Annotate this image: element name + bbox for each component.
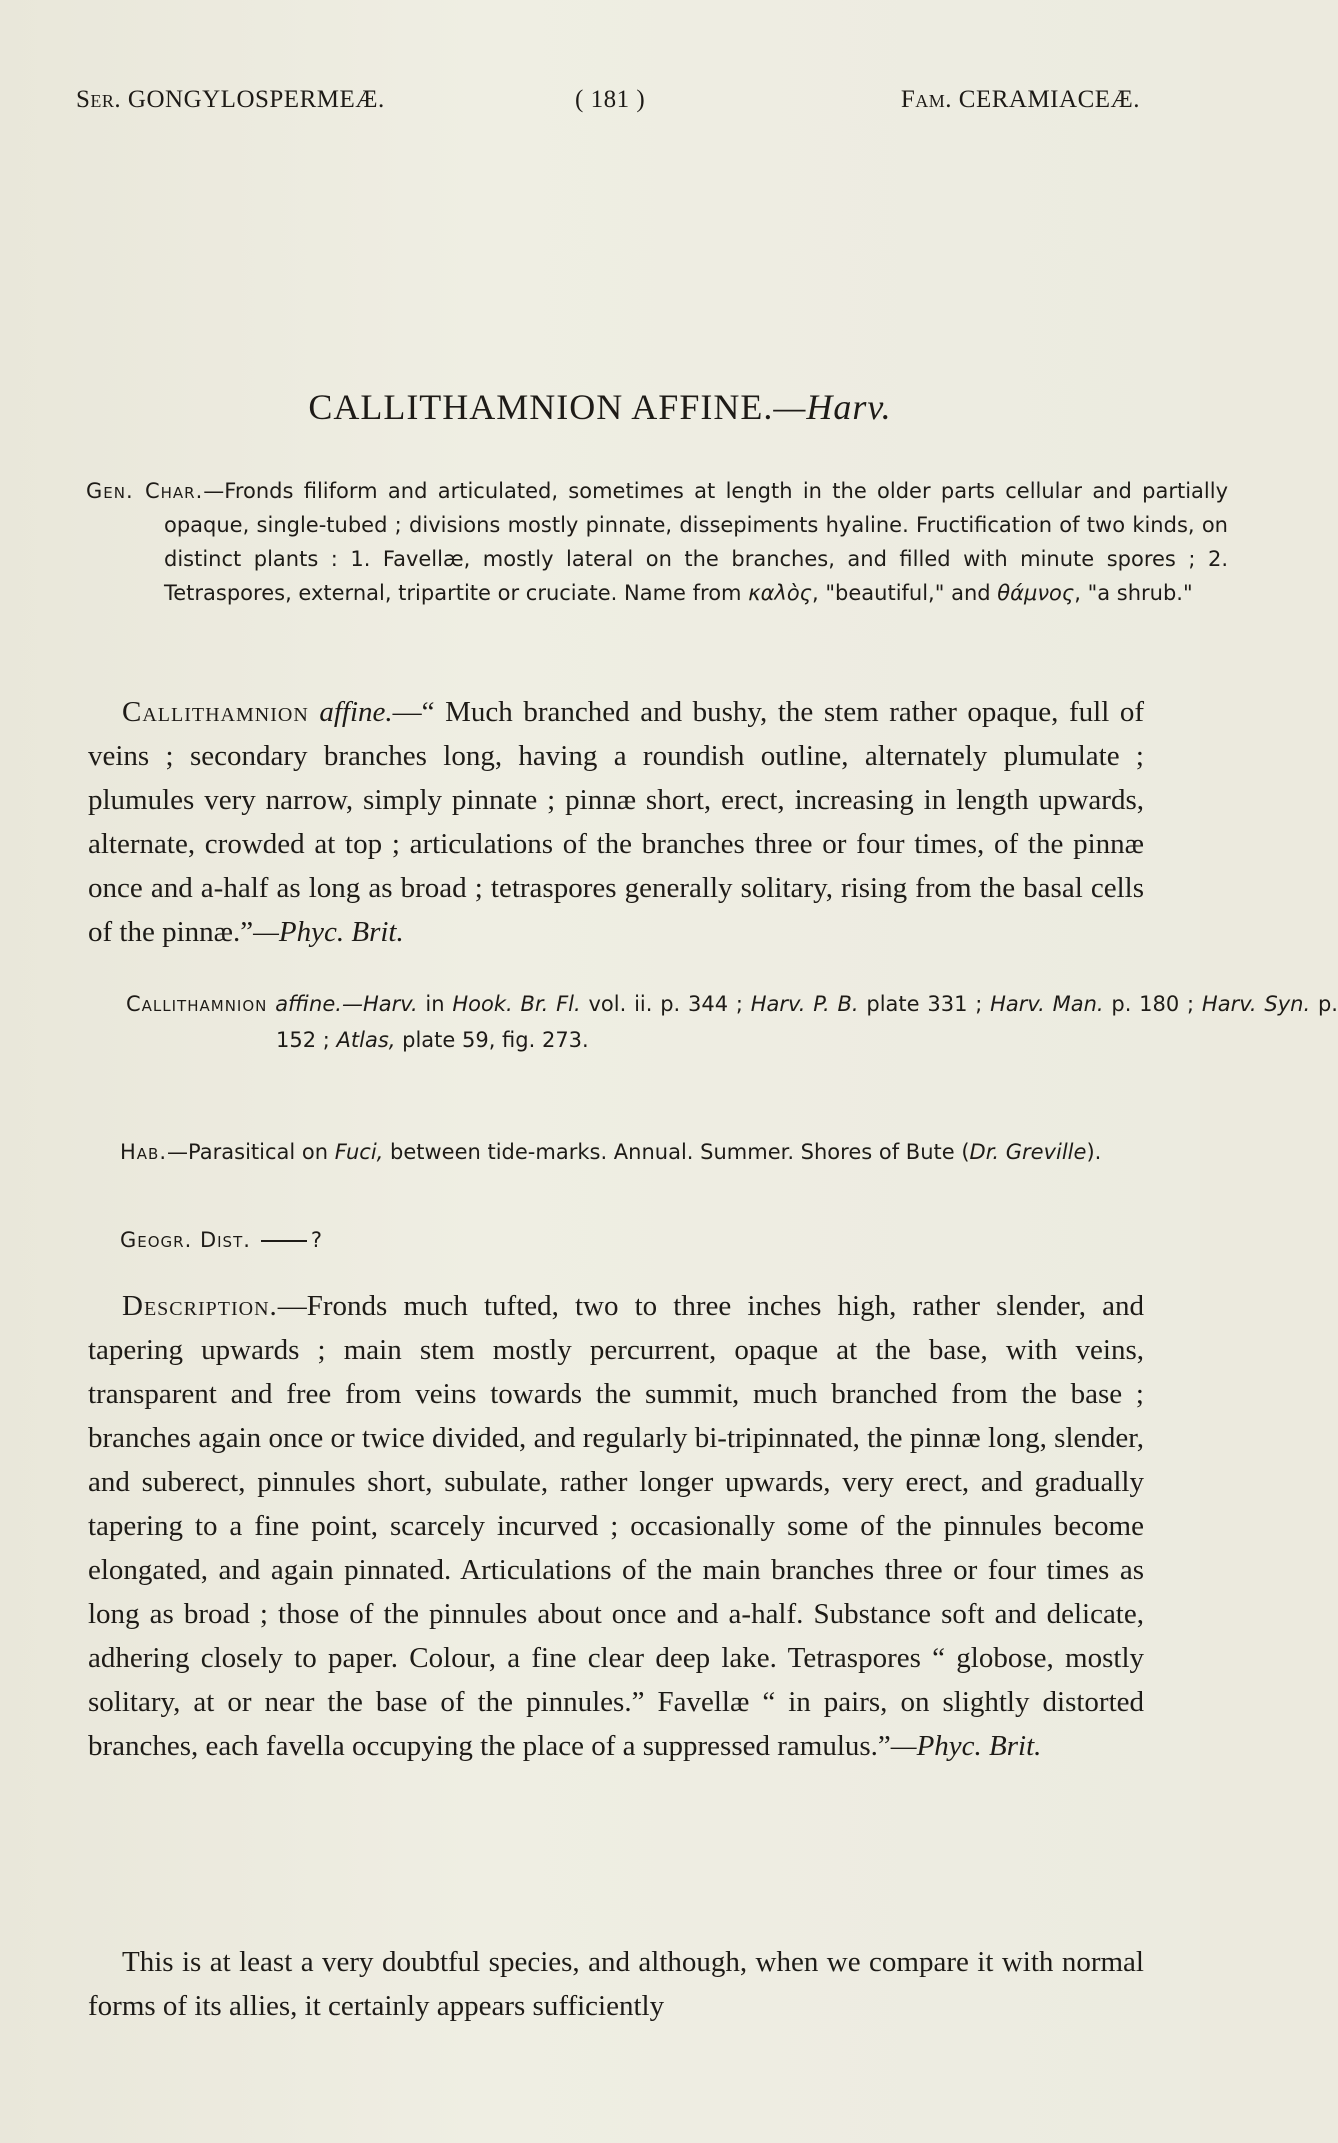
ref-text-1: in	[417, 992, 453, 1016]
ref-work-5: Atlas,	[336, 1028, 396, 1052]
ref-work-2: Harv. P. B.	[750, 992, 859, 1016]
ref-text-6: plate 59, fig. 273.	[395, 1028, 589, 1052]
species-diagnosis-paragraph	[88, 690, 1144, 954]
closing-text: This is at least a very doubtful species, and although, when we compare it with normal forms of its allies, it certainly appears sufficiently	[88, 1946, 1144, 2022]
hab-text-3: ).	[1086, 1140, 1102, 1164]
gen-char-text-1: —Fronds filiform and articulated, sometimes at length in the older parts cellular and partially opaque, single-tubed ; divisions mostly pinnate, dissepiments hyaline. Fructification of two kinds, on distinct plants : 1. Favellæ, mostly lateral on the branches, and filled with minute spores ; 2. Tetraspores, external, tripartite or cruciate. Name from	[164, 479, 1229, 605]
gen-char-text-2: , "beautiful," and	[812, 581, 998, 605]
diagnosis-genus: Callithamnion	[122, 696, 309, 728]
page-number: ( 181 )	[575, 86, 646, 113]
ref-text-5: p. 152 ;	[276, 992, 1338, 1052]
references-paragraph	[86, 986, 1338, 1058]
description-paragraph	[88, 1284, 1144, 1768]
ref-text-4: p. 180 ;	[1103, 992, 1202, 1016]
description-label: Description.	[122, 1290, 278, 1322]
ref-text-2: vol. ii. p. 344 ;	[580, 992, 751, 1016]
generic-character-paragraph	[86, 474, 1228, 610]
ref-genus: Callithamnion	[126, 992, 268, 1016]
ref-species: affine.	[275, 992, 342, 1016]
greek-word-kalos: καλὸς	[748, 581, 813, 605]
gen-char-label: Gen. Char.	[86, 479, 204, 503]
ref-work-4: Harv. Syn.	[1201, 992, 1311, 1016]
species-title	[0, 386, 1200, 428]
family-heading: Fam. CERAMIACEÆ.	[900, 86, 1140, 113]
diagnosis-text: —“ Much branched and bushy, the stem rather opaque, full of veins ; secondary branches long, having a roundish outline, alternately plumulate ; plumules very narrow, simply pinnate ; pinnæ short, erect, increasing in length upwards, alternate, crowded at top ; articulations of the branches three or four times, of the pinnæ once and a-half as long as broad ; tetraspores generally solitary, rising from the basal cells of the pinnæ.”	[88, 696, 1145, 948]
ref-work-3: Harv. Man.	[990, 992, 1104, 1016]
ref-author-1: —Harv.	[341, 992, 418, 1016]
habitat-paragraph	[86, 1134, 1148, 1170]
ref-work-1: Hook. Br. Fl.	[452, 992, 581, 1016]
species-title-author: —Harv.	[773, 387, 892, 427]
description-citation: —Phyc. Brit.	[890, 1730, 1042, 1762]
species-title-name: CALLITHAMNION AFFINE.	[308, 387, 774, 427]
gen-char-text-3: , "a shrub."	[1074, 581, 1193, 605]
hab-text-2: between tide-marks. Annual. Summer. Shores of Bute (	[383, 1140, 970, 1164]
greek-word-thamnos: θάμνος	[997, 581, 1075, 605]
ref-text-3: plate 331 ;	[858, 992, 991, 1016]
hab-fuci: Fuci,	[334, 1140, 384, 1164]
geogr-label: Geogr. Dist.	[120, 1228, 251, 1252]
geographic-distribution	[86, 1222, 1182, 1258]
closing-paragraph	[88, 1940, 1144, 2028]
hab-label: Hab.	[120, 1140, 168, 1164]
description-text: —Fronds much tufted, two to three inches high, rather slender, and tapering upwards ; main stem mostly percurrent, opaque at the base, with veins, transparent and free from veins towards the summit, much branched from the base ; branches again once or twice divided, and regularly bi-tripinnated, the pinnæ long, slender, and suberect, pinnules short, subulate, rather longer upwards, very erect, and gradually tapering to a fine point, scarcely incurved ; occasionally some of the pinnules become elongated, and again pinnated. Articulations of the main branches three or four times as long as broad ; those of the pinnules about once and a-half. Substance soft and delicate, adhering closely to paper. Colour, a fine clear deep lake. Tetraspores “ globose, mostly solitary, at or near the base of the pinnules.” Favellæ “ in pairs, on slightly distorted branches, each favella occupying the place of a suppressed ramulus.”	[88, 1290, 1144, 1762]
hab-text-1: —Parasitical on	[167, 1140, 335, 1164]
geogr-value: ?	[310, 1228, 323, 1252]
running-head	[76, 86, 1140, 126]
dash-rule	[261, 1240, 307, 1242]
diagnosis-citation: —Phyc. Brit.	[253, 916, 404, 948]
hab-greville: Dr. Greville	[969, 1140, 1087, 1164]
series-heading: Ser. GONGYLOSPERMEÆ.	[76, 86, 385, 113]
diagnosis-species: affine.	[319, 696, 393, 728]
